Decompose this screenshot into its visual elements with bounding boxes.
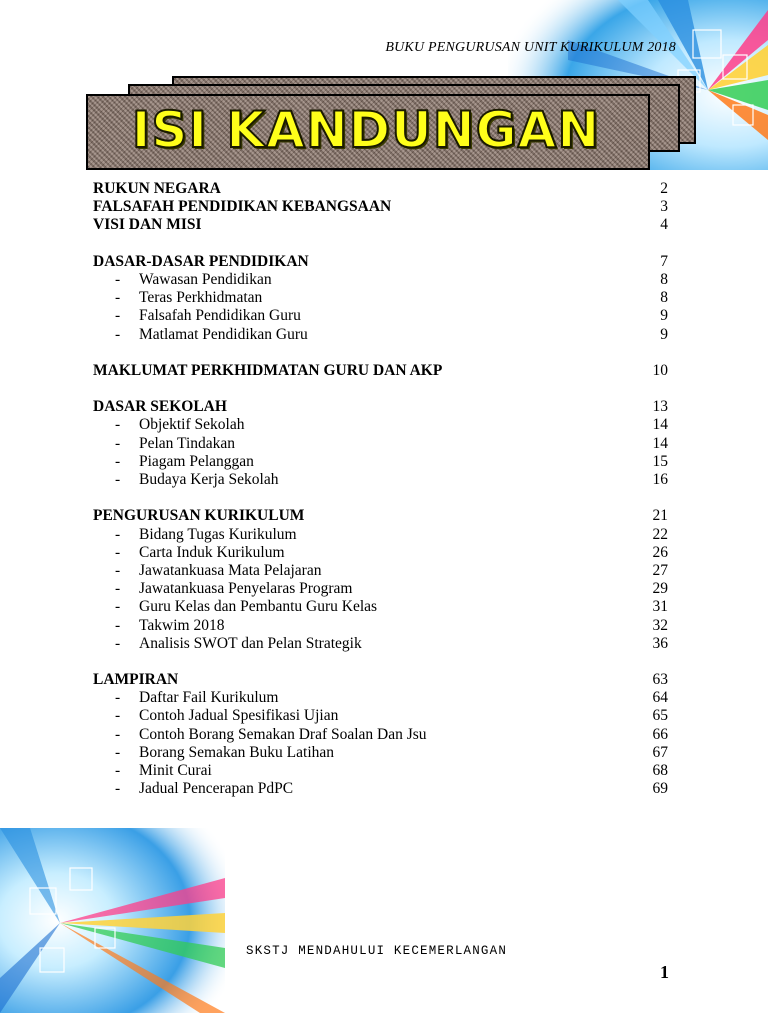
page-ref: 67 xyxy=(652,743,668,761)
toc-subentry[interactable]: - Minit Curai 68 xyxy=(115,762,668,779)
toc-subentry[interactable]: - Borang Semakan Buku Latihan 67 xyxy=(115,743,668,761)
page-ref: 31 xyxy=(652,598,668,616)
toc-subentry[interactable]: - Jawatankuasa Mata Pelajaran 27 xyxy=(115,561,668,579)
toc-subentry[interactable]: - Contoh Jadual Spesifikasi Ujian 65 xyxy=(115,707,668,725)
running-footer: SKSTJ MENDAHULUI KECEMERLANGAN xyxy=(246,944,508,958)
toc-entry[interactable]: VISI DAN MISI 4 xyxy=(93,216,668,234)
toc-subentry[interactable]: - Objektif Sekolah 14 xyxy=(115,416,668,434)
page-ref: 16 xyxy=(652,471,668,488)
toc-section-heading[interactable]: LAMPIRAN 63 xyxy=(93,671,668,689)
toc-section-heading[interactable]: PENGURUSAN KURIKULUM 21 xyxy=(93,507,668,525)
toc-subentry[interactable]: - Matlamat Pendidikan Guru 9 xyxy=(115,325,668,343)
toc-section-heading[interactable]: DASAR-DASAR PENDIDIKAN 7 xyxy=(93,252,668,270)
toc-subentry[interactable]: - Contoh Borang Semakan Draf Soalan Dan Jsu 66 xyxy=(115,725,668,743)
running-header: BUKU PENGURUSAN UNIT KURIKULUM 2018 xyxy=(385,40,676,55)
page-ref: 7 xyxy=(660,252,668,270)
page-ref: 10 xyxy=(652,361,668,379)
page-ref: 13 xyxy=(652,398,668,416)
page-ref: 26 xyxy=(652,543,668,561)
page-title: ISI KANDUNGAN xyxy=(131,101,601,159)
page-ref: 8 xyxy=(660,289,668,307)
page-ref: 9 xyxy=(660,325,668,343)
page-ref: 4 xyxy=(660,216,668,234)
page-ref: 14 xyxy=(652,434,668,452)
page-ref: 69 xyxy=(652,780,668,798)
toc-entry[interactable]: FALSAFAH PENDIDIKAN KEBANGSAAN 3 xyxy=(93,198,668,216)
title-banner xyxy=(80,74,700,174)
toc-subentry[interactable]: - Analisis SWOT dan Pelan Strategik 36 xyxy=(115,634,668,652)
page-ref: 66 xyxy=(652,725,668,743)
toc-subentry[interactable]: - Jawatankuasa Penyelaras Program 29 xyxy=(115,580,668,598)
decorative-graphic-bottom-left xyxy=(0,828,225,1013)
toc-subentry[interactable]: - Falsafah Pendidikan Guru 9 xyxy=(115,307,668,325)
toc-subentry[interactable]: - Pelan Tindakan 14 xyxy=(115,434,668,452)
toc-section-heading[interactable]: DASAR SEKOLAH 13 xyxy=(93,398,668,416)
page-ref: 14 xyxy=(652,416,668,434)
toc-subentry[interactable]: - Carta Induk Kurikulum 26 xyxy=(115,543,668,561)
page-ref: 15 xyxy=(652,452,668,470)
page-ref: 32 xyxy=(652,616,668,634)
page-ref: 63 xyxy=(652,671,668,689)
toc-subentry[interactable]: - Teras Perkhidmatan 8 xyxy=(115,289,668,307)
toc-entry[interactable]: RUKUN NEGARA 2 xyxy=(93,180,668,197)
page-ref: 8 xyxy=(660,270,668,288)
toc-subentry[interactable]: - Guru Kelas dan Pembantu Guru Kelas 31 xyxy=(115,598,668,616)
toc-section-heading[interactable]: MAKLUMAT PERKHIDMATAN GURU DAN AKP 10 xyxy=(93,361,668,379)
page-ref: 9 xyxy=(660,307,668,325)
page-ref: 27 xyxy=(652,561,668,579)
page-ref: 3 xyxy=(660,198,668,216)
toc-subentry[interactable]: - Wawasan Pendidikan 8 xyxy=(115,270,668,288)
toc-subentry[interactable]: - Bidang Tugas Kurikulum 22 xyxy=(115,525,668,543)
table-of-contents xyxy=(93,180,668,798)
page-ref: 22 xyxy=(652,525,668,543)
page-ref: 64 xyxy=(652,689,668,707)
page-ref: 21 xyxy=(652,507,668,525)
toc-subentry[interactable]: - Jadual Pencerapan PdPC 69 xyxy=(115,780,668,798)
page-number: 1 xyxy=(660,962,669,982)
toc-subentry[interactable]: - Piagam Pelanggan 15 xyxy=(115,452,668,470)
toc-subentry[interactable]: - Budaya Kerja Sekolah 16 xyxy=(115,471,668,488)
page-ref: 65 xyxy=(652,707,668,725)
page-ref: 68 xyxy=(652,762,668,779)
page-ref: 36 xyxy=(652,634,668,652)
page-ref: 29 xyxy=(652,580,668,598)
page-ref: 2 xyxy=(660,180,668,197)
toc-subentry[interactable]: - Takwim 2018 32 xyxy=(115,616,668,634)
toc-subentry[interactable]: - Daftar Fail Kurikulum 64 xyxy=(115,689,668,707)
